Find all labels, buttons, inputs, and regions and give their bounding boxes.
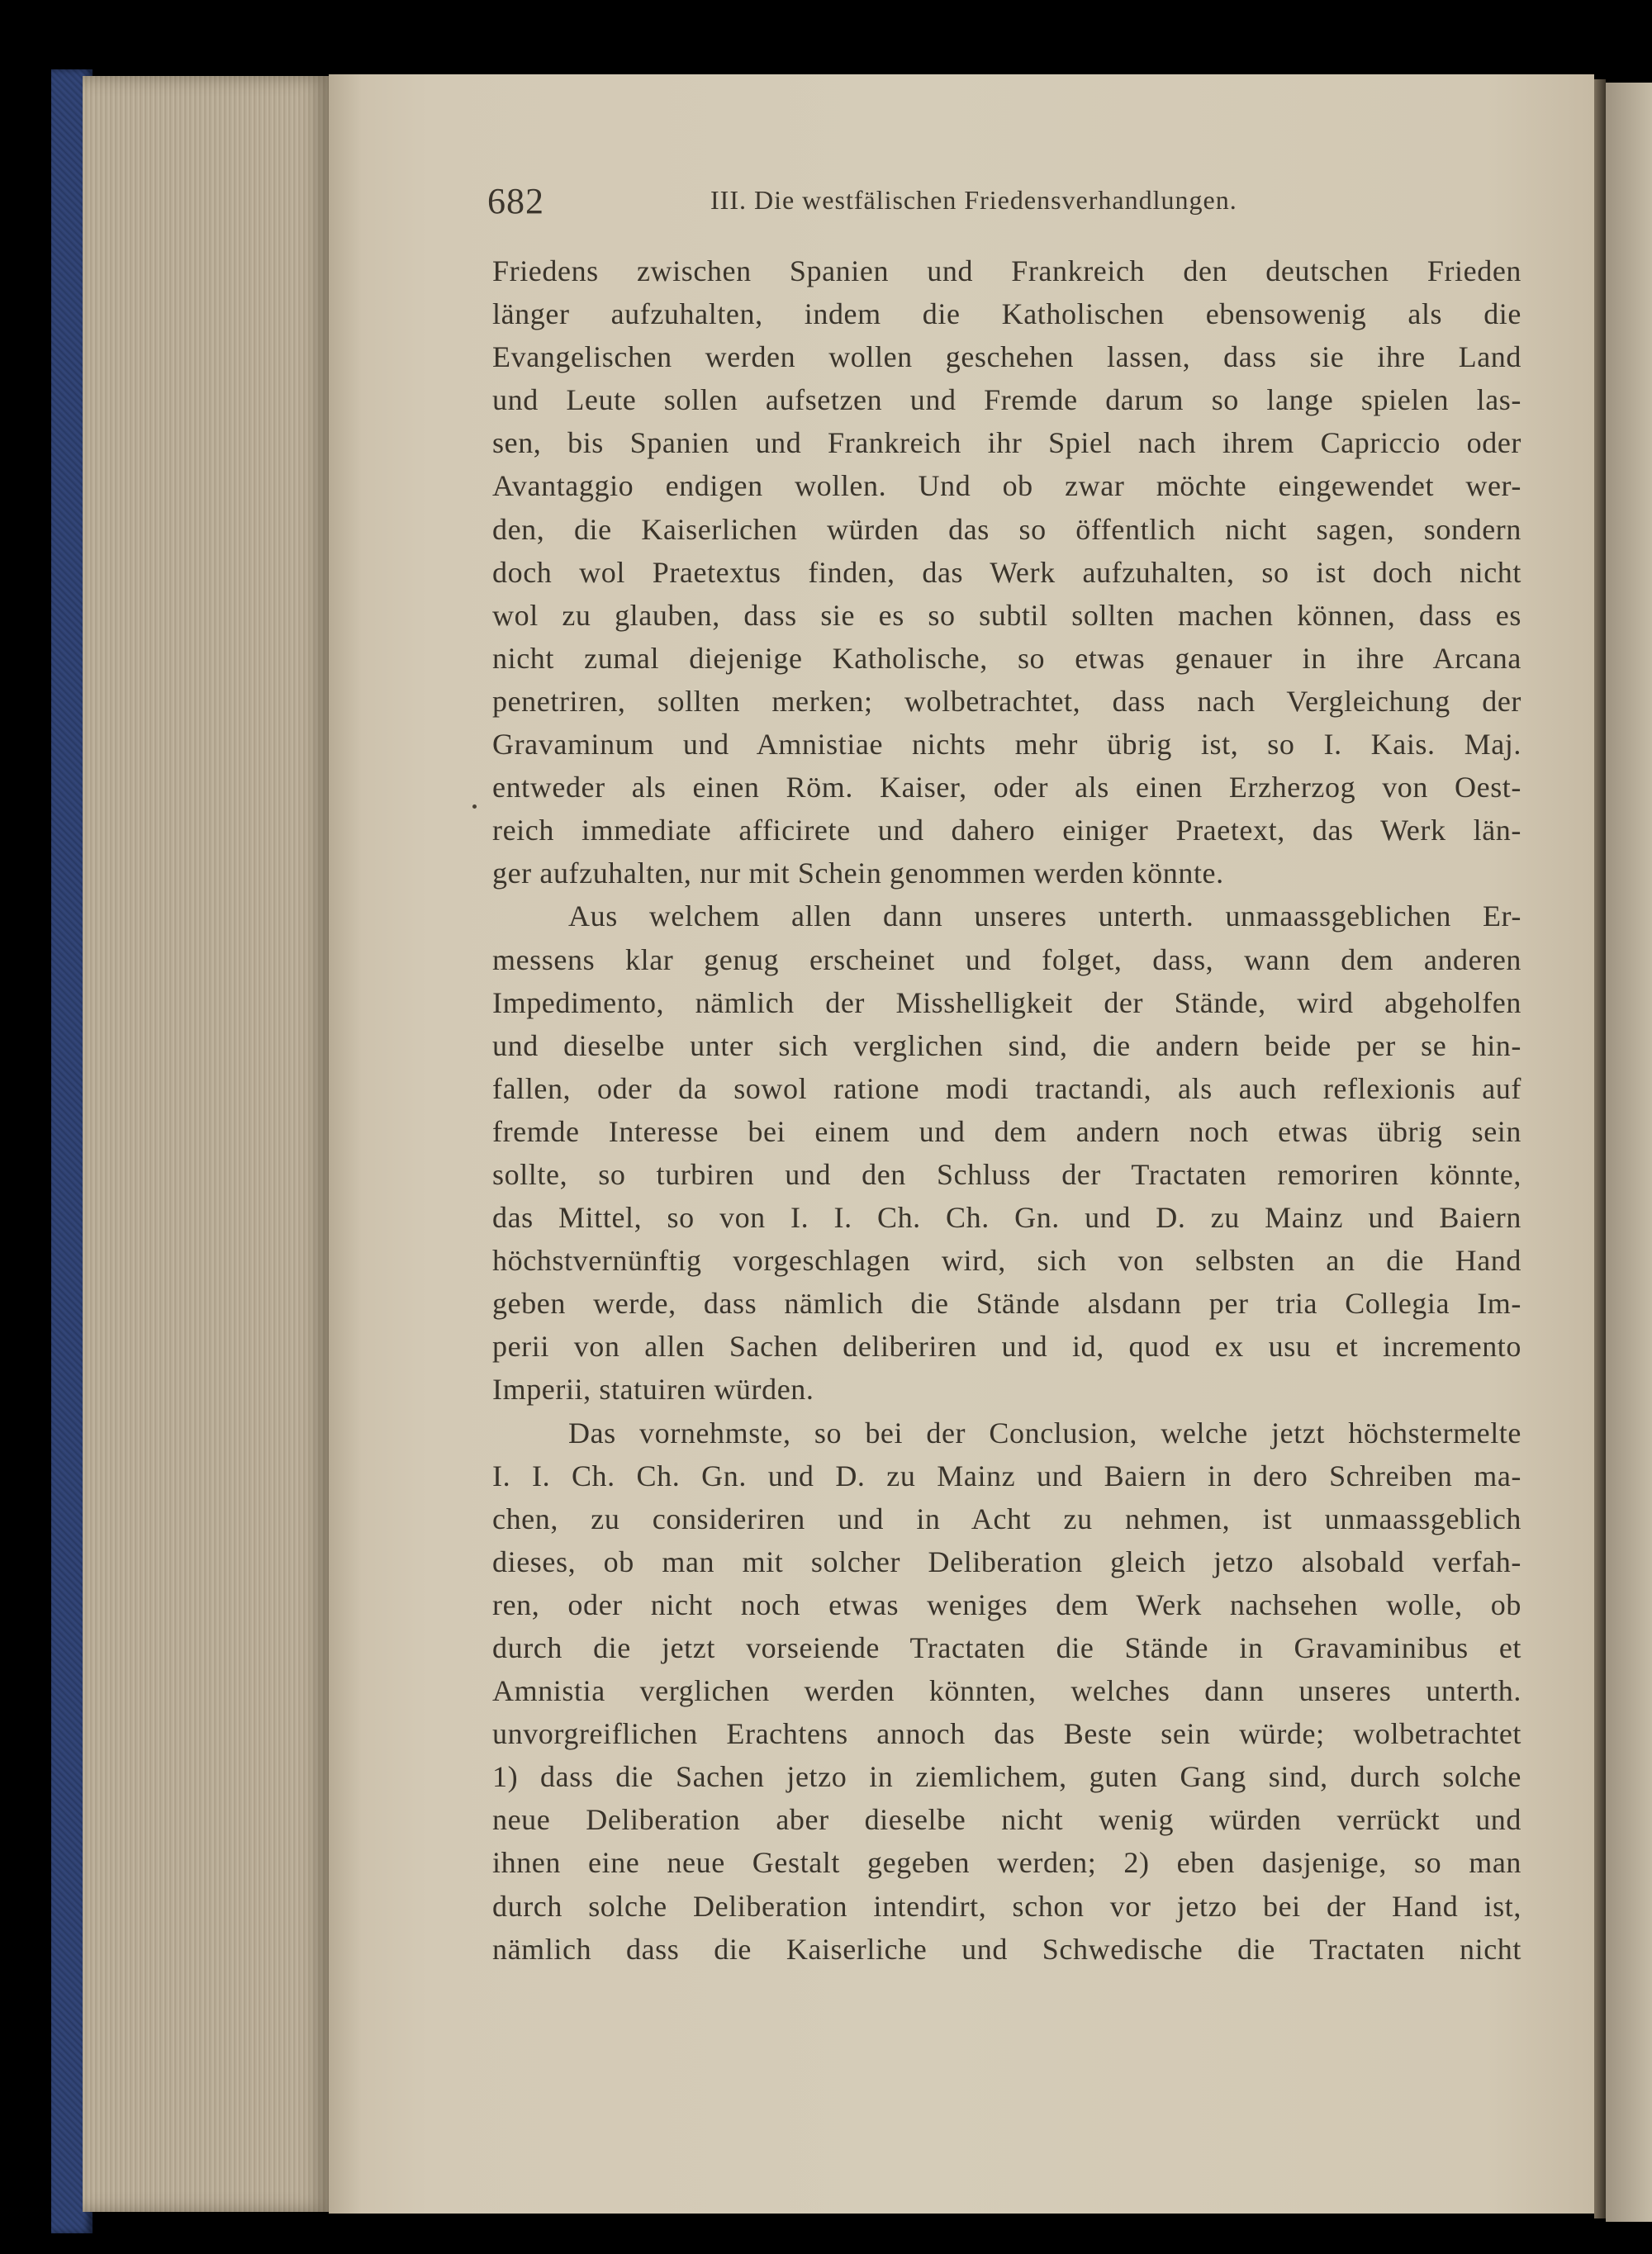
print-speck <box>472 804 477 809</box>
text-line: ihnen eine neue Gestalt gegeben werden; 2) eben dasjenige, so man <box>492 1846 1521 1880</box>
paragraph <box>492 249 1521 894</box>
text-line: Evangelischen werden wollen geschehen lassen, dass sie ihre Land <box>492 340 1521 374</box>
text-line: Impedimento, nämlich der Misshelligkeit der Stände, wird abgeholfen <box>492 985 1521 1019</box>
text-line: und Leute sollen aufsetzen und Fremde darum so lange spielen las- <box>492 383 1521 417</box>
text-line: durch die jetzt vorseiende Tractaten die Stände in Gravaminibus et <box>492 1631 1521 1664</box>
text-line: ger aufzuhalten, nur mit Schein genommen werden könnte. <box>492 857 1224 890</box>
text-line: Friedens zwischen Spanien und Frankreich den deutschen Frieden <box>492 254 1521 287</box>
text-line: penetriren, sollten merken; wolbetrachtet, dass nach Vergleichung der <box>492 684 1521 718</box>
text-line: Das vornehmste, so bei der Conclusion, welche jetzt höchstermelte <box>568 1416 1521 1450</box>
page-header <box>487 180 1528 230</box>
text-line: durch solche Deliberation intendirt, schon vor jetzo bei der Hand ist, <box>492 1889 1521 1923</box>
text-line: neue Deliberation aber dieselbe nicht wenig würden verrückt und <box>492 1803 1521 1837</box>
text-line: sen, bis Spanien und Frankreich ihr Spiel nach ihrem Capriccio oder <box>492 426 1521 460</box>
text-line: sollte, so turbiren und den Schluss der Tractaten remoriren könnte, <box>492 1157 1521 1191</box>
text-line: höchstvernünftig vorgeschlagen wird, sich von selbsten an die Hand <box>492 1244 1521 1278</box>
text-line: dieses, ob man mit solcher Deliberation gleich jetzo alsobald verfah- <box>492 1545 1521 1578</box>
text-line: und dieselbe unter sich verglichen sind, die andern beide per se hin- <box>492 1028 1521 1062</box>
body-text <box>492 249 1521 1971</box>
text-line: geben werde, dass nämlich die Stände alsdann per tria Collegia Im- <box>492 1287 1521 1321</box>
paragraph <box>492 1412 1521 1971</box>
text-line: fremde Interesse bei einem und dem andern noch etwas übrig sein <box>492 1114 1521 1148</box>
text-line: 1) dass die Sachen jetzo in ziemlichem, guten Gang sind, durch solche <box>492 1760 1521 1794</box>
text-line: wol zu glauben, dass sie es so subtil sollten machen können, dass es <box>492 598 1521 632</box>
text-line: messens klar genug erscheinet und folget, dass, wann dem anderen <box>492 942 1521 976</box>
text-line: doch wol Praetextus finden, das Werk aufzuhalten, so ist doch nicht <box>492 555 1521 589</box>
text-line: Imperii, statuiren würden. <box>492 1373 814 1407</box>
book-gutter <box>1594 79 1606 2218</box>
text-line: nämlich dass die Kaiserliche und Schwedische die Tractaten nicht <box>492 1932 1521 1966</box>
text-line: unvorgreiflichen Erachtens annoch das Beste sein würde; wolbetrachtet <box>492 1717 1521 1751</box>
page-edges <box>83 76 330 2212</box>
facing-page-edge <box>1606 83 1652 2222</box>
text-line: reich immediate afficirete und dahero einiger Praetext, das Werk län- <box>492 814 1521 847</box>
text-line: länger aufzuhalten, indem die Katholischen ebensowenig als die <box>492 297 1521 331</box>
text-line: nicht zumal diejenige Katholische, so etwas genauer in ihre Arcana <box>492 641 1521 675</box>
paragraph <box>492 894 1521 1411</box>
text-line: Aus welchem allen dann unseres unterth. unmaassgeblichen Er- <box>568 899 1521 933</box>
text-line: Avantaggio endigen wollen. Und ob zwar möchte eingewendet wer- <box>492 469 1521 503</box>
text-line: perii von allen Sachen deliberiren und id, quod ex usu et incremento <box>492 1330 1521 1364</box>
text-line: das Mittel, so von I. I. Ch. Ch. Gn. und D. zu Mainz und Baiern <box>492 1201 1521 1235</box>
text-line: ren, oder nicht noch etwas weniges dem Werk nachsehen wolle, ob <box>492 1587 1521 1621</box>
text-line: den, die Kaiserlichen würden das so öffentlich nicht sagen, sondern <box>492 512 1521 546</box>
text-line: fallen, oder da sowol ratione modi tractandi, als auch reflexionis auf <box>492 1071 1521 1105</box>
page-number: 682 <box>487 181 544 221</box>
text-line: I. I. Ch. Ch. Gn. und D. zu Mainz und Baiern in dero Schreiben ma- <box>492 1459 1521 1492</box>
running-head: III. Die westfälischen Friedensverhandlungen. <box>710 185 1237 215</box>
text-line: Amnistia verglichen werden könnten, welches dann unseres unterth. <box>492 1674 1521 1708</box>
text-line: entweder als einen Röm. Kaiser, oder als einen Erzherzog von Oest- <box>492 771 1521 804</box>
text-line: chen, zu consideriren und in Acht zu nehmen, ist unmaassgeblich <box>492 1502 1521 1535</box>
text-line: Gravaminum und Amnistiae nichts mehr übrig ist, so I. Kais. Maj. <box>492 728 1521 762</box>
